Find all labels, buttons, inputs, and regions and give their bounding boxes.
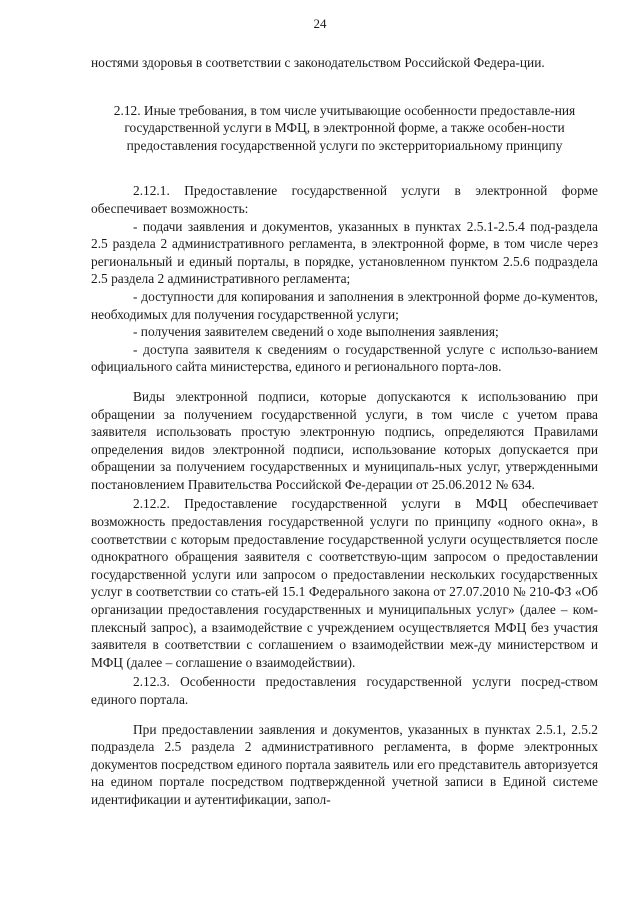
list-item-access: - доступа заявителя к сведениям о государственной услуге с использо-ванием официального сайта министерства, единого и регионального порта-лов. (91, 341, 598, 375)
continuation-paragraph: ностями здоровья в соответствии с законодательством Российской Федера-ции. (91, 55, 545, 70)
list-item-submission: - подачи заявления и документов, указанных в пунктах 2.5.1-2.5.4 под-раздела 2.5 раздела 2 административного регламента, в электронной форме, в том числе через региональный и единый порталы, в порядке, установленном пунктом 2.5.6 подраздела 2.5 раздела 2 административного регламента; (91, 218, 598, 287)
page-content (91, 54, 598, 809)
paragraph-2-12-3: 2.12.3. Особенности предоставления государственной услуги посред-ством единого портала. (91, 674, 598, 707)
section-heading: 2.12. Иные требования, в том числе учитывающие особенности предоставле-ния государственной услуги в МФЦ, в электронной форме, а также особен-ности предоставления государственной услуги по экстерриториальному принципу (113, 102, 576, 153)
list-item-copying: - доступности для копирования и заполнения в электронной форме до-кументов, необходимых для получения государственной услуги; (91, 288, 598, 322)
paragraph-signature: Виды электронной подписи, которые допускаются к использованию при обращении за получением государственной услуги, в том числе с учетом права заявителя использовать простую электронную подпись, определяются Правилами определения видов электронной подписи, использование которых допускается при обращении за получением государственных и муниципаль-ных услуг, утвержденными постановлением Правительства Российской Фе-дерации от 25.06.2012 № 634. (91, 388, 598, 492)
list-item-status: - получения заявителем сведений о ходе выполнения заявления; (133, 324, 499, 340)
paragraph-last: При предоставлении заявления и документов, указанных в пунктах 2.5.1, 2.5.2 подраздела 2.5 раздела 2 административного регламента, в форме электронных документов посредством единого портала заявитель или его представитель авторизуется на едином портале посредством подтвержденной учетной записи в Единой системе идентификации и аутентификации, запол- (91, 721, 598, 807)
page-number: 24 (313, 16, 327, 31)
paragraph-2-12-1: 2.12.1. Предоставление государственной услуги в электронной форме обеспечивает возможность: (91, 183, 598, 216)
paragraph-2-12-2: 2.12.2. Предоставление государственной услуги в МФЦ обеспечивает возможность предоставления государственной услуги по принципу «одного окна», в соответствии с которым предоставление государственной услуги осуществляется после однократного обращения заявителя с соответствую-щим запросом о предоставлении государственной услуги или запросом о предоставлении нескольких государственных услуг в соответствии со стать-ей 15.1 Федерального закона от 27.07.2010 № 210-ФЗ «Об организации предоставления государственных и муниципальных услуг» (далее – ком-плексный запрос), а взаимодействие с учреждением осуществляется МФЦ без участия заявителя в соответствии с соглашением о взаимодействии меж-ду министерством и МФЦ (далее – соглашение о взаимодействии). (91, 496, 598, 670)
